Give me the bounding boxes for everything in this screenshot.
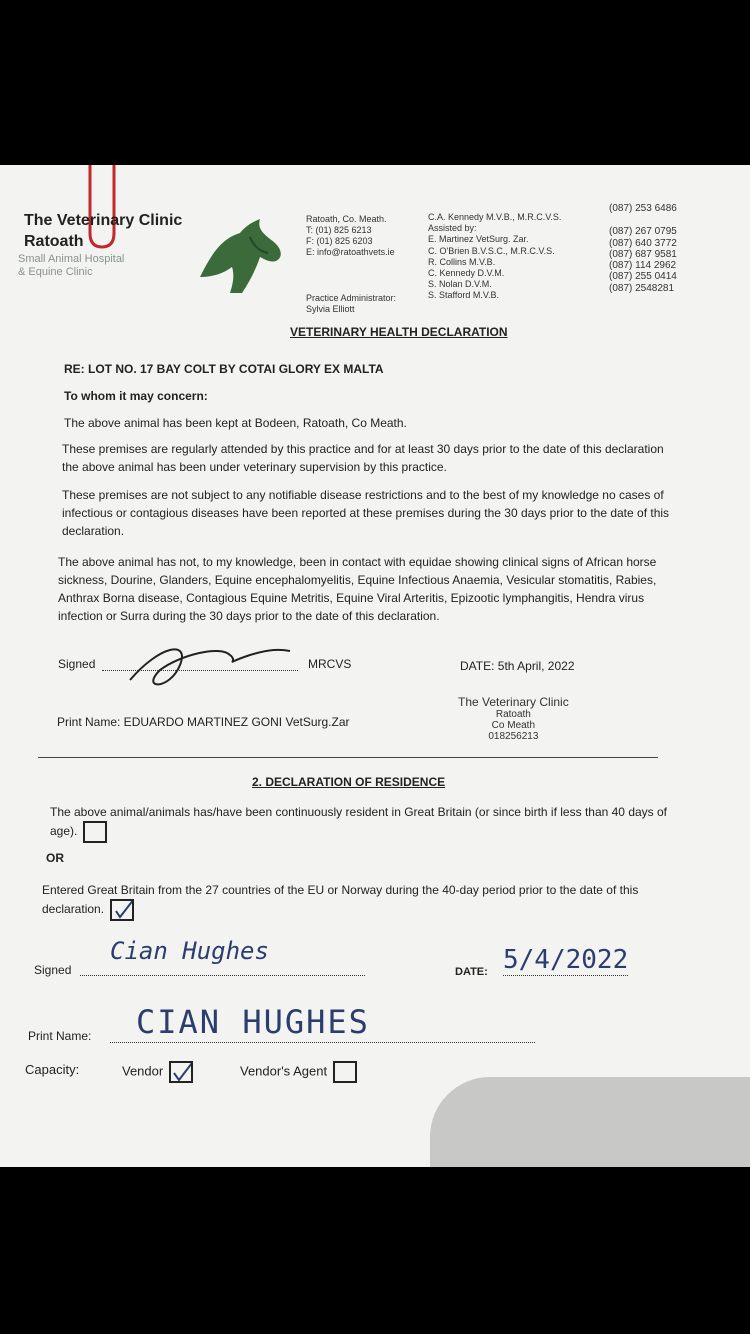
agent-option — [240, 1061, 357, 1083]
residence-title: 2. DECLARATION OF RESIDENCE — [252, 775, 446, 789]
practice-admin: Practice Administrator: Sylvia Elliott — [306, 293, 397, 314]
paragraph-2: These premises are regularly attended by this practice and for at least 30 days prior to the date of this declaration the above animal has been under veterinary supervision by this practice. — [62, 442, 664, 474]
paragraph-3: These premises are not subject to any notifiable disease restrictions and to the best of my knowledge no cases of infectious or contagious diseases have been reported at these premises during the 30 days prior to the date of this declaration. — [62, 488, 670, 538]
clinic-name: The Veterinary Clinic Ratoath — [24, 212, 183, 250]
residence-option-1-text: The above animal/animals has/have been continuously resident in Great Britain (or since birth if less than 40 days of age). — [50, 805, 668, 839]
vendor-checkbox[interactable] — [169, 1061, 193, 1083]
paragraph-4: The above animal has not, to my knowledge, been in contact with equidae showing clinical signs of African horse sickness, Dourine, Glanders, Equine encephalomyelitis, Equine Infectious Anaemia, Vesicular stomatitis, Rabies, Anthrax Borna disease, Contagious Equine Metritis, Equine Viral Arteritis, Epizootic lymphangitis, Hendra virus infection or Surra during the 30 days prior to the date of this declaration. — [58, 555, 657, 623]
mrcvs-label: MRCVS — [308, 657, 352, 671]
vendor-signature: Cian Hughes — [110, 937, 269, 965]
vendor-date: 5/4/2022 — [503, 945, 629, 975]
agent-option-label: Vendor's Agent — [240, 1063, 328, 1079]
vendor-print-line — [110, 1042, 535, 1043]
vet-date: DATE: 5th April, 2022 — [460, 659, 575, 673]
document-title: VETERINARY HEALTH DECLARATION — [290, 325, 508, 339]
residence-option-2-text: Entered Great Britain from the 27 countries of the EU or Norway during the 40-day period prior to the date of this declaration. — [42, 883, 639, 917]
salutation: To whom it may concern: — [64, 389, 208, 403]
paragraph-1: The above animal has been kept at Bodeen, Ratoath, Co Meath. — [64, 416, 407, 430]
horse-logo-icon — [190, 217, 286, 297]
shadow — [430, 1077, 750, 1167]
vendor-date-label: DATE: — [455, 966, 488, 978]
vendor-option-label: Vendor — [122, 1063, 164, 1079]
resident-checkbox[interactable] — [83, 821, 107, 843]
vendor-print-name: CIAN HUGHES — [136, 1003, 370, 1041]
check-mark-icon — [112, 901, 132, 919]
residence-option-2 — [42, 881, 662, 921]
clinic-address: Ratoath, Co. Meath. T: (01) 825 6213 F: (01) 825 6203 E: info@ratoathvets.ie — [306, 214, 395, 257]
capacity-label: Capacity: — [25, 1062, 80, 1077]
vendor-signature-line — [80, 975, 365, 976]
vendor-print-label: Print Name: — [28, 1029, 92, 1043]
residence-option-1 — [50, 803, 670, 843]
vet-signed-label: Signed — [58, 657, 96, 671]
entered-checkbox[interactable] — [110, 899, 134, 921]
document-page — [0, 165, 750, 1167]
section-divider — [38, 757, 658, 758]
vet-list: C.A. Kennedy M.V.B., M.R.C.V.S. Assisted by: E. Martinez VetSurg. Zar. C. O'Brien B.V.S.C., M.R.C.V.S. R. Collins M.V.B. C. Kennedy D.V.M. S. Nolan D.V.M. S. Stafford M.V.B. — [428, 212, 562, 301]
phone-list: (087) 253 6486 (087) 267 0795 (087) 640 3772 (087) 687 9581 (087) 114 2962 (087) 255 0414 (087) 2548281 — [609, 203, 677, 294]
or-label: OR — [46, 851, 64, 865]
clinic-subtitle: Small Animal Hospital & Equine Clinic — [18, 253, 125, 278]
vendor-option — [122, 1061, 193, 1083]
vet-print-name: Print Name: EDUARDO MARTINEZ GONI VetSurg.Zar — [57, 715, 350, 729]
clinic-stamp: The Veterinary Clinic Ratoath Co Meath 018256213 — [458, 695, 569, 742]
lot-reference: RE: LOT NO. 17 BAY COLT BY COTAI GLORY EX MALTA — [64, 362, 384, 376]
check-mark-icon — [171, 1063, 191, 1081]
vendor-signed-label: Signed — [34, 963, 72, 977]
vendor-agent-checkbox[interactable] — [333, 1061, 357, 1083]
vet-signature-icon — [100, 635, 300, 695]
